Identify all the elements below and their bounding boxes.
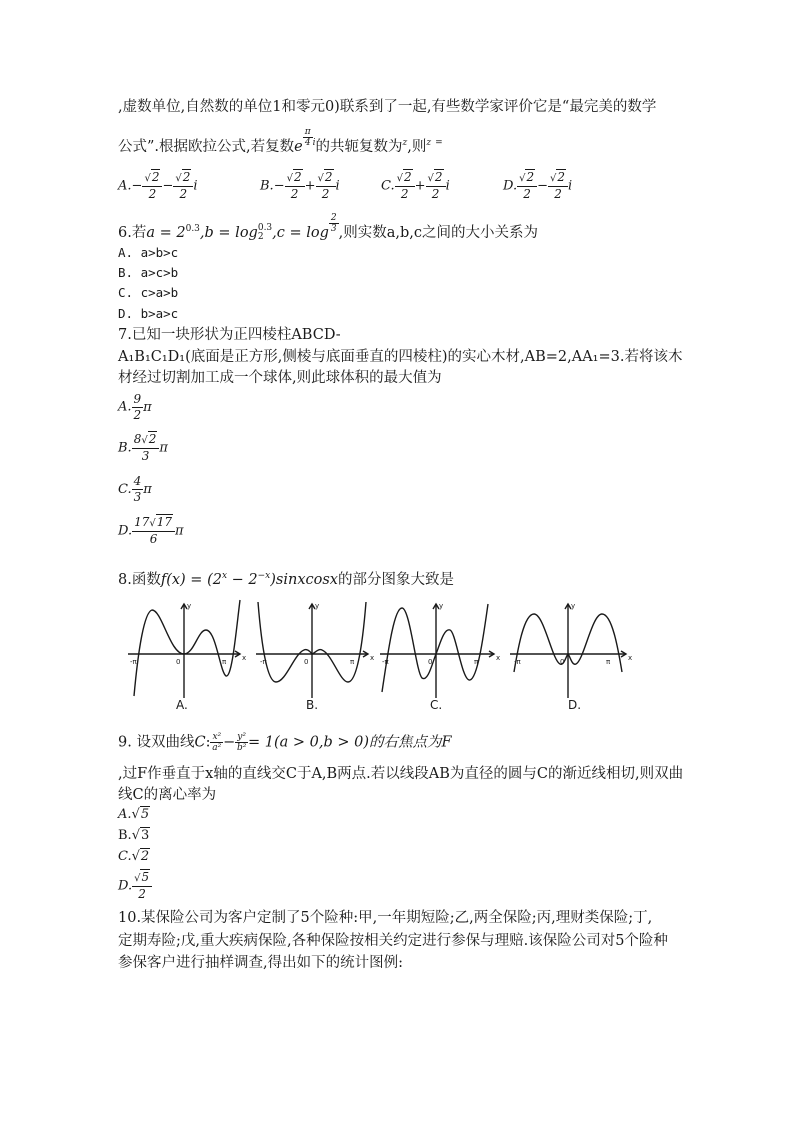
q5-text: 公式”.根据欧拉公式,若复数 — [118, 139, 295, 155]
q5-line2 — [118, 127, 443, 157]
q7-line1: 7.已知一块形状为正四棱柱ABCD- — [118, 327, 341, 343]
q5-exp-base: e — [294, 139, 303, 155]
graph-c-origin: 0 — [428, 658, 433, 666]
q5-var: z — [402, 138, 408, 149]
graph-c-y-label: y — [439, 602, 444, 610]
q7-option-b: B. $\frac{8√2}{3}$ π — [118, 432, 168, 463]
q6-option-a: A. a>b>c — [118, 245, 179, 260]
graph-b — [256, 602, 368, 698]
graph-a-tick-neg: -π — [130, 658, 137, 666]
q10-line1: 10.某保险公司为客户定制了5个险种:甲,一年期短险;乙,两全保险;丙,理财类保险;丁, — [118, 910, 653, 926]
q10-line2: 定期寿险;戊,重大疾病保险,各种保险按相关约定进行参保与理赔.该保险公司对5个险种 — [118, 933, 668, 949]
q5-option-a: A.− $\frac{√2}{2}$ − $\frac{√2}{2}$ i — [118, 170, 198, 201]
graph-b-tick-neg: -π — [260, 658, 267, 666]
q5-option-d: D. $\frac{√2}{2}$ − $\frac{√2}{2}$ i — [503, 170, 573, 201]
q7-line2: A₁B₁C₁D₁(底面是正方形,侧棱与底面垂直的四棱柱)的实心木材,AB=2,AA₁=3.若将该木 — [118, 349, 683, 365]
q5-exp-frac: $\frac{\pi}{4}$ — [304, 127, 311, 148]
graph-c — [380, 604, 494, 698]
q5-option-b: B.− $\frac{√2}{2}$ + $\frac{√2}{2}$ i — [260, 170, 340, 201]
q9-option-d: D. $\frac{√5}{2}$ — [118, 870, 152, 902]
graph-a-x-label: x — [242, 654, 247, 662]
graph-b-tick-pos: π — [350, 658, 355, 666]
q9-option-c: C.√2 — [118, 849, 150, 864]
q9-line2: ,过F作垂直于x轴的直线交C于A,B两点.若以线段AB为直径的圆与C的渐近线相切,则双曲 — [118, 766, 684, 782]
graph-b-label: B. — [306, 698, 319, 712]
q7-option-a: A. $\frac{9}{2}$ π — [118, 392, 152, 422]
graph-b-y-label: y — [315, 602, 320, 610]
graph-a-y-label: y — [187, 602, 192, 610]
q9-stem: 9. 设双曲线C: $\frac{\text{x²}}{\text{a²}}$ − $\frac{\text{y²}}{\text{b²}}$ = 1(a > 0,b > 0)的右焦点为F — [118, 732, 452, 753]
q7-option-c: C. $\frac{4}{3}$ π — [118, 474, 152, 504]
graph-a-label: A. — [176, 698, 188, 712]
graph-c-tick-neg: -π — [382, 658, 389, 666]
q5-option-c: C. $\frac{√2}{2}$ + $\frac{√2}{2}$ i — [381, 170, 450, 201]
graph-a-origin: 0 — [176, 658, 181, 666]
q9-option-b: B.√3 — [118, 828, 150, 843]
q5-text-c: ,则 — [407, 139, 427, 155]
graph-c-tick-pos: π — [474, 658, 479, 666]
q5-eq: = — [435, 138, 443, 149]
graph-c-x-label: x — [496, 654, 501, 662]
q7-option-d: D. $\frac{17√17}{6}$ π — [118, 515, 184, 546]
q5-text-b: 的共轭复数为 — [315, 139, 403, 155]
q7-line3: 材经过切割加工成一个球体,则此球体积的最大值为 — [118, 370, 442, 386]
q6-option-b: B. a>c>b — [118, 265, 179, 280]
graph-d-tick-pos: π — [606, 658, 611, 666]
q9-option-a: A.√5 — [118, 807, 150, 822]
q9-line3: 线C的离心率为 — [118, 787, 217, 803]
q6-stem: 6.若$a = 2^{0.3},b = \log$ 0.3 2 ,c = log $\frac{2}{3}$ ,则实数a,b,c之间的大小关系为 — [118, 213, 539, 242]
graph-d-tick-neg: -π — [514, 658, 521, 666]
q8-stem: 8.函数$f(x) = (2^x$ − $2^{-x})sinxcosx$的部分图象大致是 — [118, 571, 454, 588]
graph-a-tick-pos: π — [222, 658, 227, 666]
q6-option-c: C. c>a>b — [118, 285, 179, 300]
q5-line1: ,虚数单位,自然数的单位1和零元0)联系到了一起,有些数学家评价它是“最完美的数学 — [118, 99, 657, 115]
q5-var2: z — [426, 138, 432, 149]
graph-a — [128, 600, 240, 698]
graph-d-y-label: y — [571, 602, 576, 610]
q10-line3: 参保客户进行抽样调查,得出如下的统计图例: — [118, 955, 403, 971]
q6-option-d: D. b>a>c — [118, 306, 179, 321]
graph-d — [510, 604, 626, 698]
q5-exp-i: i — [312, 138, 316, 149]
graph-d-origin: 0 — [560, 658, 565, 666]
graph-c-label: C. — [430, 698, 443, 712]
graph-b-x-label: x — [370, 654, 375, 662]
graph-d-label: D. — [568, 698, 582, 712]
q8-graphs — [118, 592, 638, 714]
graph-d-x-label: x — [628, 654, 633, 662]
graph-b-origin: 0 — [304, 658, 309, 666]
